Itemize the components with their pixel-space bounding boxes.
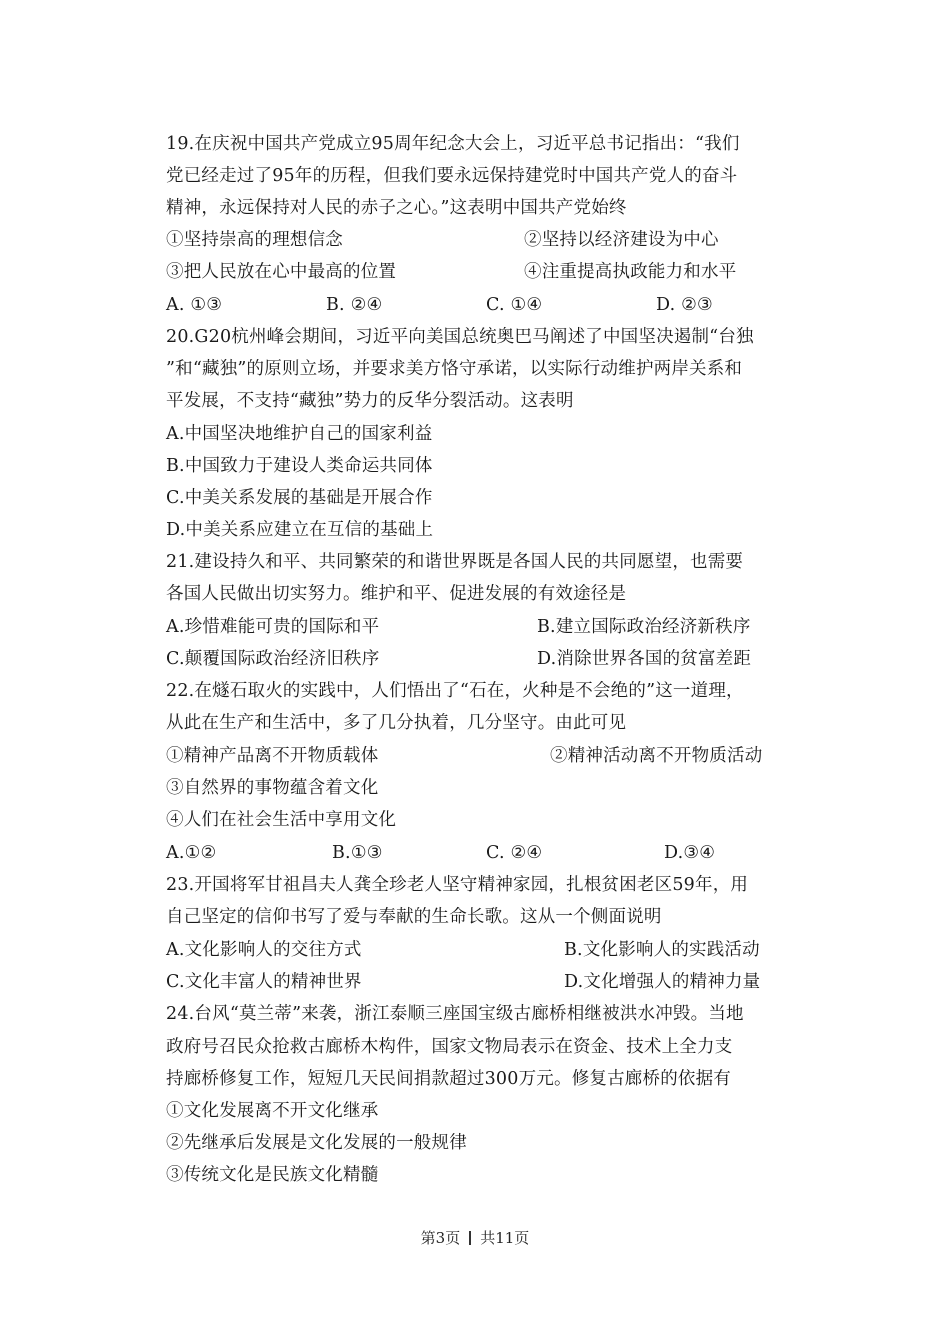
question-22-option-b: B.①③ [332,843,383,863]
question-24-statement-2: ②先继承后发展是文化发展的一般规律 [166,1133,467,1153]
question-22-option-c: C. ②④ [486,843,543,863]
question-23-option-c: C.文化丰富人的精神世界 [166,972,362,992]
question-19-option-b: B. ②④ [326,295,383,315]
page-footer [0,1228,950,1248]
question-22-stem-line-2: 从此在生产和生活中，多了几分执着，几分坚守。由此可见 [166,713,627,733]
question-19-statement-3: ③把人民放在心中最高的位置 [166,262,397,282]
page-number: 第3页 [420,1229,461,1247]
question-20-option-a: A.中国坚决地维护自己的国家利益 [166,424,433,444]
question-19-statement-4: ④注重提高执政能力和水平 [524,262,737,282]
question-19-option-a: A. ①③ [166,295,223,315]
question-24-statement-3: ③传统文化是民族文化精髓 [166,1165,379,1185]
question-20-option-b: B.中国致力于建设人类命运共同体 [166,456,433,476]
question-19-statement-1: ①坚持崇高的理想信念 [166,230,343,250]
question-21-stem-line-2: 各国人民做出切实努力。维护和平、促进发展的有效途径是 [166,584,627,604]
question-19-option-d: D. ②③ [656,295,713,315]
question-20-option-d: D.中美关系应建立在互信的基础上 [166,520,434,540]
question-20-stem-line-2: ”和“藏独”的原则立场，并要求美方恪守承诺，以实际行动维护两岸关系和 [166,359,743,379]
question-24-stem-line-1: 24.台风“莫兰蒂”来袭，浙江泰顺三座国宝级古廊桥相继被洪水冲毁。当地 [166,1004,744,1024]
question-23-option-a: A.文化影响人的交往方式 [166,940,362,960]
question-22-stem-line-1: 22.在燧石取火的实践中，人们悟出了“石在，火种是不会绝的”这一道理， [166,681,744,701]
question-20-option-c: C.中美关系发展的基础是开展合作 [166,488,433,508]
question-22-statement-3: ③自然界的事物蕴含着文化 [166,778,379,798]
question-21-option-b: B.建立国际政治经济新秩序 [537,617,751,637]
question-21-stem-line-1: 21.建设持久和平、共同繁荣的和谐世界既是各国人民的共同愿望，也需要 [166,552,744,572]
question-19-statement-2: ②坚持以经济建设为中心 [524,230,719,250]
question-23-stem-line-1: 23.开国将军甘祖昌夫人龚全珍老人坚守精神家园，扎根贫困老区59年，用 [166,875,749,895]
question-20-stem-line-3: 平发展，不支持“藏独”势力的反华分裂活动。这表明 [166,391,574,411]
question-21-option-d: D.消除世界各国的贫富差距 [537,649,752,669]
question-22-option-a: A.①② [166,843,217,863]
question-24-statement-1: ①文化发展离不开文化继承 [166,1101,379,1121]
page-total: 共11页 [480,1229,530,1247]
question-21-option-c: C.颠覆国际政治经济旧秩序 [166,649,380,669]
question-21-option-a: A.珍惜难能可贵的国际和平 [166,617,380,637]
question-22-statement-4: ④人们在社会生活中享用文化 [166,810,397,830]
question-24-stem-line-3: 持廊桥修复工作，短短几天民间捐款超过300万元。修复古廊桥的依据有 [166,1069,731,1089]
question-23-option-b: B.文化影响人的实践活动 [564,940,760,960]
question-19-option-c: C. ①④ [486,295,543,315]
question-19-stem-line-3: 精神，永远保持对人民的赤子之心。”这表明中国共产党始终 [166,198,627,218]
question-22-statement-2: ②精神活动离不开物质活动 [550,746,763,766]
question-19-stem-line-1: 19.在庆祝中国共产党成立95周年纪念大会上，习近平总书记指出：“我们 [166,134,740,154]
question-23-stem-line-2: 自己坚定的信仰书写了爱与奉献的生命长歌。这从一个侧面说明 [166,907,662,927]
question-22-option-d: D.③④ [664,843,716,863]
footer-divider [469,1231,471,1245]
question-20-stem-line-1: 20.G20杭州峰会期间，习近平向美国总统奥巴马阐述了中国坚决遏制“台独 [166,327,754,347]
question-24-stem-line-2: 政府号召民众抢救古廊桥木构件，国家文物局表示在资金、技术上全力支 [166,1037,733,1057]
question-23-option-d: D.文化增强人的精神力量 [564,972,761,992]
question-19-stem-line-2: 党已经走过了95年的历程，但我们要永远保持建党时中国共产党人的奋斗 [166,166,738,186]
question-22-statement-1: ①精神产品离不开物质载体 [166,746,379,766]
